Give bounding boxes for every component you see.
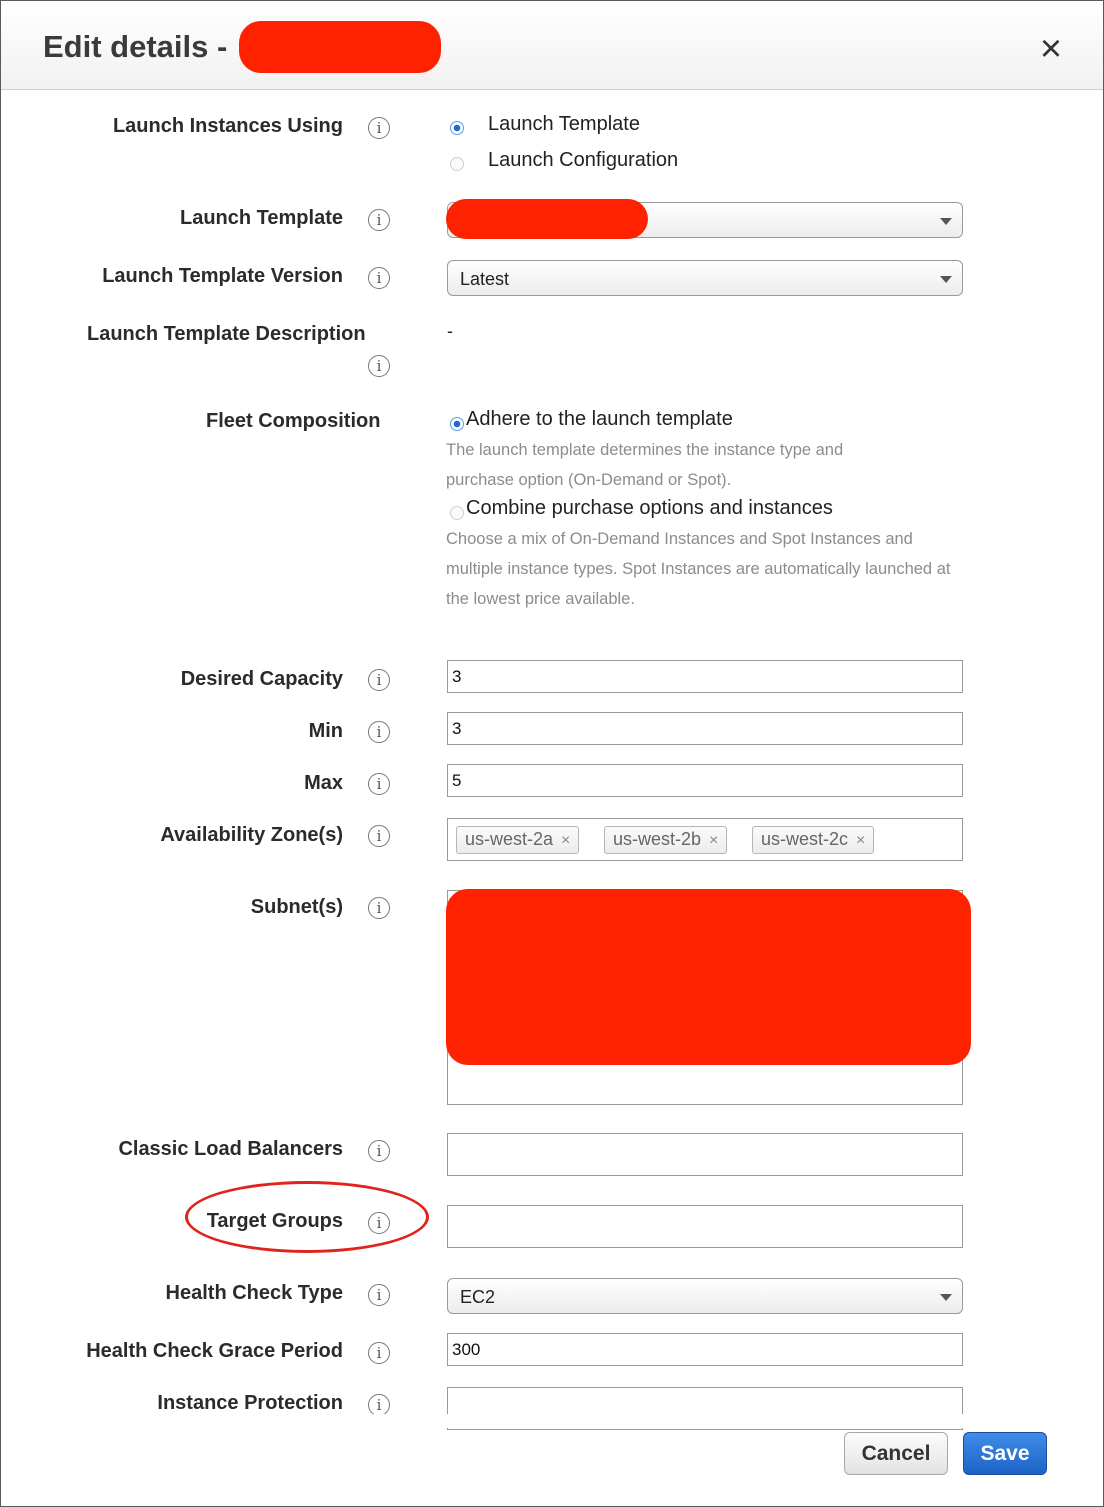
radio-launch-configuration[interactable] xyxy=(450,157,464,171)
launch-template-version-value: Latest xyxy=(460,269,510,289)
radio-combine-purchase-options-label[interactable]: Combine purchase options and instances xyxy=(466,497,833,519)
az-tag xyxy=(752,826,874,854)
max-label: Max xyxy=(304,772,343,794)
launch-template-description-label: Launch Template Description xyxy=(87,323,366,345)
radio-adhere-launch-template-label[interactable]: Adhere to the launch template xyxy=(466,408,733,430)
health-check-type-label: Health Check Type xyxy=(165,1282,343,1304)
target-groups-label: Target Groups xyxy=(206,1210,343,1232)
radio-launch-template[interactable] xyxy=(450,121,464,135)
info-icon[interactable]: i xyxy=(368,1284,390,1306)
min-label: Min xyxy=(308,720,343,742)
availability-zones-multiselect[interactable] xyxy=(447,818,963,861)
info-icon[interactable]: i xyxy=(368,209,390,231)
chevron-down-icon xyxy=(940,1294,952,1301)
health-check-grace-period-input[interactable] xyxy=(447,1333,963,1366)
az-tag-label: us-west-2a xyxy=(465,829,554,849)
adhere-help-text: The launch template determines the instance type and purchase option (On-Demand or Spot). xyxy=(446,441,844,489)
launch-instances-using-label: Launch Instances Using xyxy=(112,115,343,137)
info-icon[interactable]: i xyxy=(368,1212,390,1234)
radio-combine-purchase-options[interactable] xyxy=(450,506,464,520)
redacted-launch-template xyxy=(446,199,648,239)
classic-load-balancers-input[interactable] xyxy=(447,1133,963,1176)
info-icon[interactable]: i xyxy=(368,721,390,743)
launch-template-label: Launch Template xyxy=(180,207,343,229)
redacted-title-name xyxy=(239,21,441,73)
chevron-down-icon xyxy=(940,218,952,225)
remove-tag-icon[interactable]: × xyxy=(709,832,719,849)
az-tag-label: us-west-2c xyxy=(761,829,849,849)
fleet-composition-label: Fleet Composition xyxy=(206,410,381,432)
launch-template-version-label: Launch Template Version xyxy=(102,265,343,287)
close-icon[interactable]: × xyxy=(1039,28,1063,70)
save-button[interactable]: Save xyxy=(963,1432,1047,1475)
scroll-clip xyxy=(1,1414,1103,1428)
info-icon[interactable]: i xyxy=(368,1140,390,1162)
info-icon[interactable]: i xyxy=(368,355,390,377)
cancel-button[interactable]: Cancel xyxy=(844,1432,948,1475)
info-icon[interactable]: i xyxy=(368,117,390,139)
info-icon[interactable]: i xyxy=(368,825,390,847)
launch-template-version-select[interactable] xyxy=(447,260,963,296)
health-check-type-value: EC2 xyxy=(460,1287,496,1307)
instance-protection-label: Instance Protection xyxy=(157,1392,343,1414)
combine-help-text: Choose a mix of On-Demand Instances and Spot Instances and multiple instance types. Spot Instances are automatically launched at the lowest price available. xyxy=(446,530,951,608)
subnets-label: Subnet(s) xyxy=(250,896,343,918)
classic-load-balancers-label: Classic Load Balancers xyxy=(118,1138,343,1160)
radio-launch-configuration-label[interactable]: Launch Configuration xyxy=(488,149,679,171)
max-input[interactable] xyxy=(447,764,963,797)
az-tag xyxy=(456,826,579,854)
health-check-type-select[interactable] xyxy=(447,1278,963,1314)
redacted-subnets xyxy=(446,889,971,1065)
dialog-title: Edit details - xyxy=(43,29,228,64)
az-tag xyxy=(604,826,727,854)
availability-zones-label: Availability Zone(s) xyxy=(160,824,343,846)
desired-capacity-label: Desired Capacity xyxy=(180,668,343,690)
info-icon[interactable]: i xyxy=(368,1342,390,1364)
radio-launch-template-label[interactable]: Launch Template xyxy=(488,113,640,135)
remove-tag-icon[interactable]: × xyxy=(856,832,866,849)
desired-capacity-input[interactable] xyxy=(447,660,963,693)
min-input[interactable] xyxy=(447,712,963,745)
info-icon[interactable]: i xyxy=(368,669,390,691)
launch-template-description-value: - xyxy=(447,321,453,341)
radio-adhere-launch-template[interactable] xyxy=(450,417,464,431)
info-icon[interactable]: i xyxy=(368,897,390,919)
az-tag-label: us-west-2b xyxy=(613,829,702,849)
target-groups-input[interactable] xyxy=(447,1205,963,1248)
health-check-grace-period-label: Health Check Grace Period xyxy=(86,1340,343,1362)
info-icon[interactable]: i xyxy=(368,267,390,289)
remove-tag-icon[interactable]: × xyxy=(561,832,571,849)
info-icon[interactable]: i xyxy=(368,773,390,795)
info-icon[interactable]: i xyxy=(368,1394,390,1416)
annotation-circle xyxy=(185,1181,429,1253)
dialog-header xyxy=(1,1,1103,90)
chevron-down-icon xyxy=(940,276,952,283)
